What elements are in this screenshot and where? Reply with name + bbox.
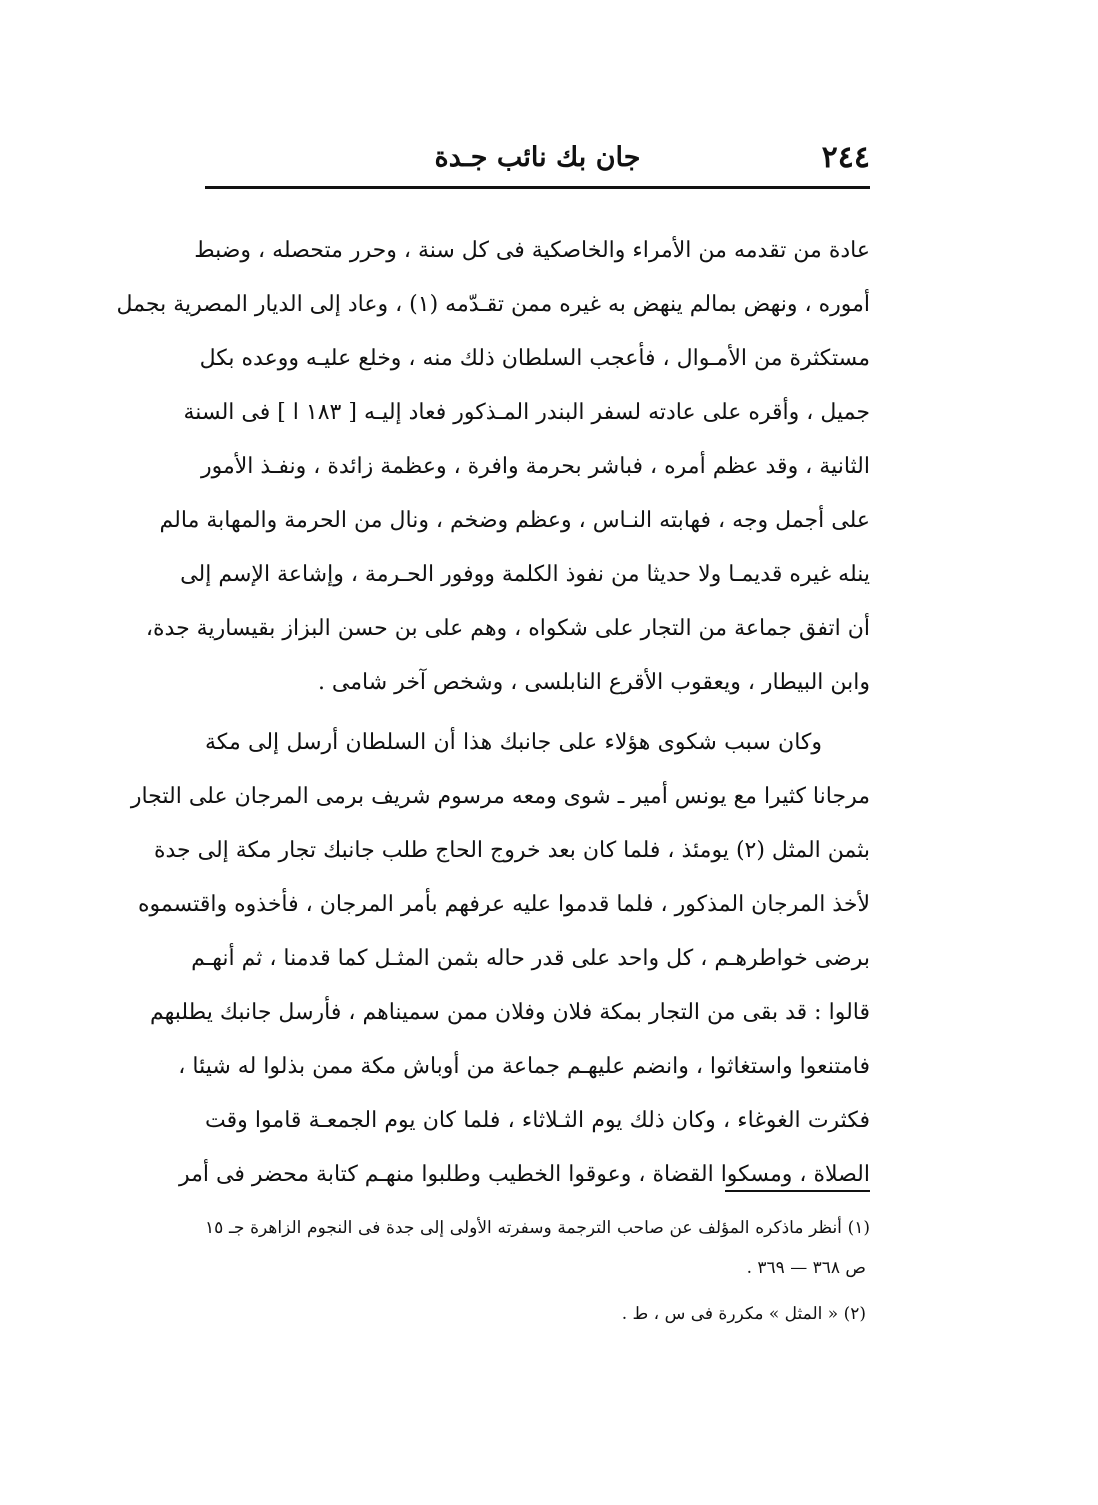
- footnote-rule: [725, 1190, 870, 1192]
- running-title: جان بك نائب جـدة: [434, 142, 641, 173]
- body-line: وكان سبب شكوى هؤلاء على جانبك هذا أن السلطان أرسل إلى مكة: [205, 730, 822, 755]
- body-line: فكثرت الغوغاء ، وكان ذلك يوم الثـلاثاء ، فلما كان يوم الجمعـة قاموا وقت: [205, 1108, 870, 1133]
- footnotes: [205, 1208, 870, 1334]
- body-line: بثمن المثل (٢) يومئذ ، فلما كان بعد خروج الحاج طلب جانبك تجار مكة إلى جدة: [153, 838, 870, 863]
- body-line: فامتنعوا واستغاثوا ، وانضم عليهـم جماعة من أوباش مكة ممن بذلوا له شيئا ،: [178, 1054, 870, 1079]
- body-line: ينله غيره قديمـا ولا حديثا من نفوذ الكلمة ووفور الحـرمة ، وإشاعة الإسم إلى: [180, 562, 870, 587]
- page-header: [205, 138, 870, 184]
- body-line: برضى خواطرهـم ، كل واحد على قدر حاله بثمن المثـل كما قدمنا ، ثم أنهـم: [191, 946, 870, 971]
- footnote-2: (٢) « المثل » مكررة فى س ، ط .: [621, 1304, 866, 1324]
- body-line: مرجانا كثيرا مع يونس أمير ـ شوى ومعه مرسوم شريف برمى المرجان على التجار: [130, 784, 870, 809]
- body-line: الصلاة ، ومسكوا القضاة ، وعوقوا الخطيب وطلبوا منهـم كتابة محضر فى أمر: [178, 1162, 870, 1187]
- body-line: لأخذ المرجان المذكور ، فلما قدموا عليه عرفهم بأمر المرجان ، فأخذوه واقتسموه: [138, 892, 870, 917]
- body-line: وابن البيطار ، ويعقوب الأقرع النابلسى ، وشخص آخر شامى .: [317, 670, 870, 695]
- body-text: [116, 224, 870, 1202]
- body-line: على أجمل وجه ، فهابته النـاس ، وعظم وضخم ، ونال من الحرمة والمهابة مالم: [159, 508, 870, 533]
- footnote-1: (١) أنظر ماذكره المؤلف عن صاحب الترجمة وسفرته الأولى إلى جدة فى النجوم الزاهرة جـ ١٥: [205, 1218, 870, 1238]
- body-line: جميل ، وأقره على عادته لسفر البندر المـذكور فعاد إليـه [ ١٨٣ ا ] فى السنة: [183, 400, 870, 425]
- page-number: ٢٤٤: [821, 140, 870, 175]
- body-line: أن اتفق جماعة من التجار على شكواه ، وهم على بن حسن البزاز بقيسارية جدة،: [145, 616, 870, 641]
- header-rule: [205, 186, 870, 189]
- body-line: مستكثرة من الأمـوال ، فأعجب السلطان ذلك منه ، وخلع عليـه ووعده بكل: [199, 346, 870, 371]
- body-line: أموره ، ونهض بمالم ينهض به غيره ممن تقـدّمه (١) ، وعاد إلى الديار المصرية بجمل: [116, 292, 870, 317]
- footnote-1-continuation: ص ٣٦٨ — ٣٦٩ .: [746, 1258, 866, 1278]
- body-line: قالوا : قد بقى من التجار بمكة فلان وفلان ممن سميناهم ، فأرسل جانبك يطلبهم: [149, 1000, 870, 1025]
- body-line: الثانية ، وقد عظم أمره ، فباشر بحرمة وافرة ، وعظمة زائدة ، ونفـذ الأمور: [200, 454, 870, 479]
- body-line: عادة من تقدمه من الأمراء والخاصكية فى كل سنة ، وحرر متحصله ، وضبط: [194, 238, 870, 263]
